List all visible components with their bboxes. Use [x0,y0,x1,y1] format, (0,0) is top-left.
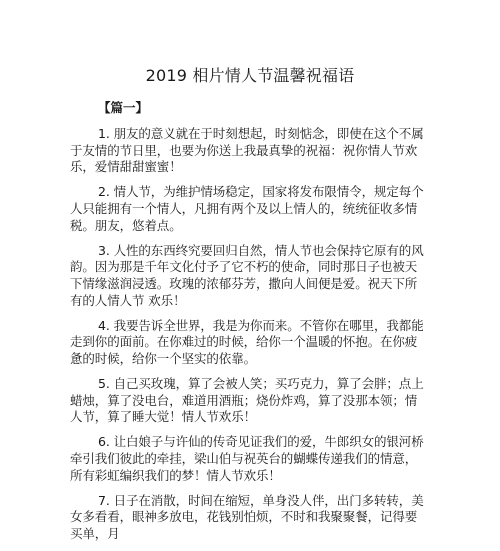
paragraph-list [70,126,425,551]
document-title: 2019 相片情人节温馨祝福语 [145,66,355,85]
paragraph: 1. 朋友的意义就在于时刻想起，时刻惦念，即使在这个不属于友情的节日里，也要为你送上我最真挚的祝福：祝你情人节欢乐，爱情甜甜蜜蜜！ [70,126,424,175]
paragraph: 5. 自己买玫瑰，算了会被人笑；买巧克力，算了会胖；点上蜡烛，算了没电台，难道用酒瓶；烧份炸鸡，算了没那本领；情人节，算了睡大觉！情人节欢乐！ [70,376,424,425]
section-label: 【篇一】 [98,100,149,115]
paragraph: 4. 我要告诉全世界，我是为你而来。不管你在哪里，我都能走到你的面前。在你难过的时候，给你一个温暖的怀抱。在你疲惫的时候，给你一个坚实的依靠。 [70,317,424,366]
paragraph: 2. 情人节，为维护情场稳定，国家将发布限情令，规定每个人只能拥有一个情人，凡拥有两个及以上情人的，统统征收多情税。朋友，悠着点。 [70,184,424,233]
paragraph: 6. 让白娘子与许仙的传奇见证我们的爱，牛郎织女的银河桥牵引我们彼此的牵挂，梁山伯与祝英台的蝴蝶传递我们的情意，所有彩虹编织我们的梦！情人节欢乐！ [70,434,424,483]
paragraph: 3. 人性的东西终究要回归自然，情人节也会保持它原有的风韵。因为那是千年文化付予了它不朽的使命，同时那日子也被天下情缘滋润浸透。玫瑰的浓郁芬芳，撒向人间便是爱。祝天下所有的人情人节 欢乐！ [70,242,424,308]
paragraph: 7. 日子在消散，时间在缩短，单身没人伴，出门多转转，美女多看看，眼神多放电，花钱别怕烦，不时和我聚聚餐，记得要买单，月 [70,492,424,542]
